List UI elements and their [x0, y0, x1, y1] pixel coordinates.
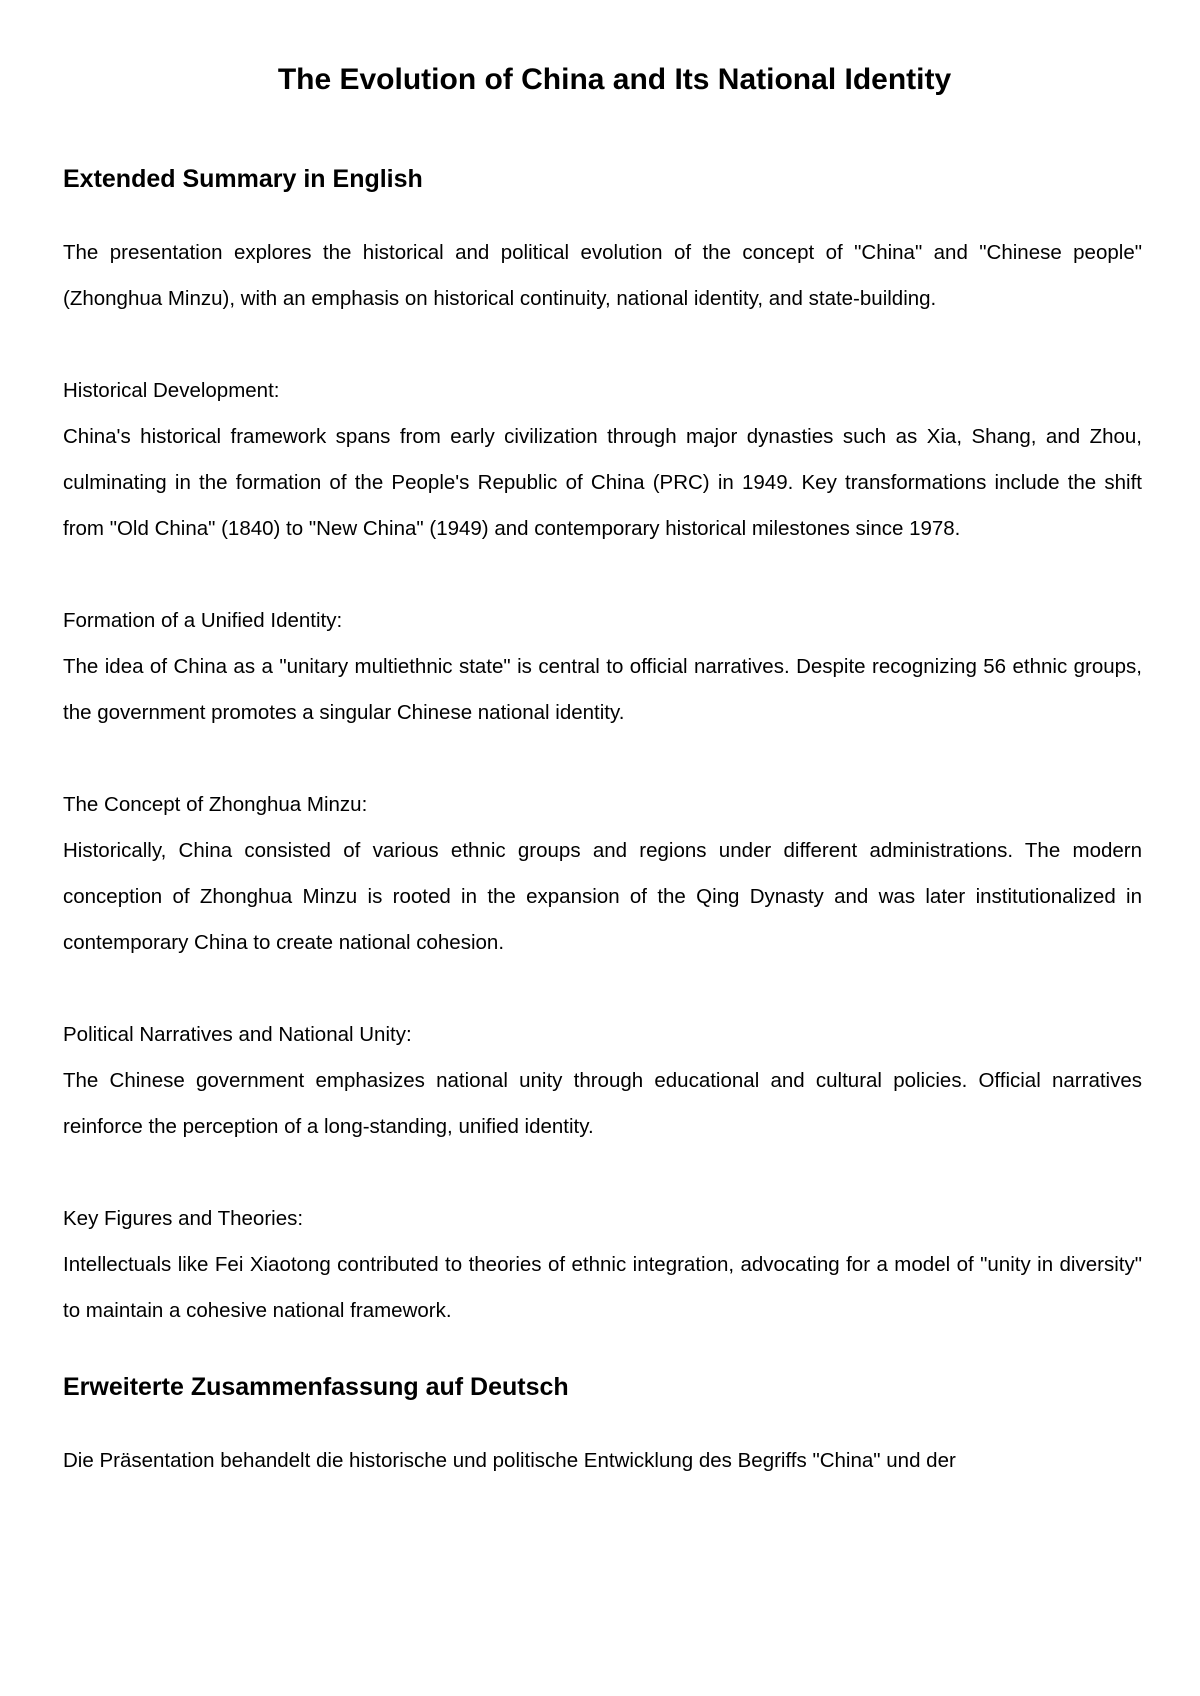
- section-text: China's historical framework spans from early civilization through major dynasties such as Xia, Shang, and Zhou, culminating in the formation of the People's Republic of China (PRC) in 1949. Key transformations include the shift from "Old China" (1840) to "New China" (1949) and contemporary historical milestones since 1978.: [63, 425, 1142, 540]
- section-key-figures: [63, 1196, 1142, 1334]
- section-zhonghua-minzu: [63, 782, 1142, 966]
- section-unified-identity: [63, 598, 1142, 736]
- section-text: The idea of China as a "unitary multiethnic state" is central to official narratives. Despite recognizing 56 ethnic groups, the government promotes a singular Chinese national identity.: [63, 655, 1142, 724]
- section-label: Political Narratives and National Unity:: [63, 1023, 412, 1046]
- english-summary-heading: Extended Summary in English: [63, 165, 423, 193]
- section-label: Historical Development:: [63, 379, 280, 402]
- german-summary-heading: Erweiterte Zusammenfassung auf Deutsch: [63, 1373, 569, 1401]
- section-political-narratives: [63, 1012, 1142, 1150]
- section-text: Historically, China consisted of various ethnic groups and regions under different administrations. The modern conception of Zhonghua Minzu is rooted in the expansion of the Qing Dynasty and was later institutionalized in contemporary China to create national cohesion.: [63, 839, 1142, 954]
- document-title: The Evolution of China and Its National Identity: [277, 63, 952, 96]
- section-text: Intellectuals like Fei Xiaotong contributed to theories of ethnic integration, advocating for a model of "unity in diversity" to maintain a cohesive national framework.: [63, 1253, 1142, 1322]
- english-intro-paragraph: The presentation explores the historical and political evolution of the concept of "China" and "Chinese people" (Zhonghua Minzu), with an emphasis on historical continuity, national identity, and state-building.: [63, 241, 1142, 310]
- section-historical-development: [63, 368, 1142, 552]
- german-intro-paragraph: Die Präsentation behandelt die historische und politische Entwicklung des Begriffs "China" und der: [63, 1449, 956, 1472]
- section-label: Key Figures and Theories:: [63, 1207, 304, 1230]
- section-text: The Chinese government emphasizes national unity through educational and cultural policies. Official narratives reinforce the perception of a long-standing, unified identity.: [63, 1069, 1142, 1138]
- section-label: Formation of a Unified Identity:: [63, 609, 343, 632]
- section-label: The Concept of Zhonghua Minzu:: [63, 793, 368, 816]
